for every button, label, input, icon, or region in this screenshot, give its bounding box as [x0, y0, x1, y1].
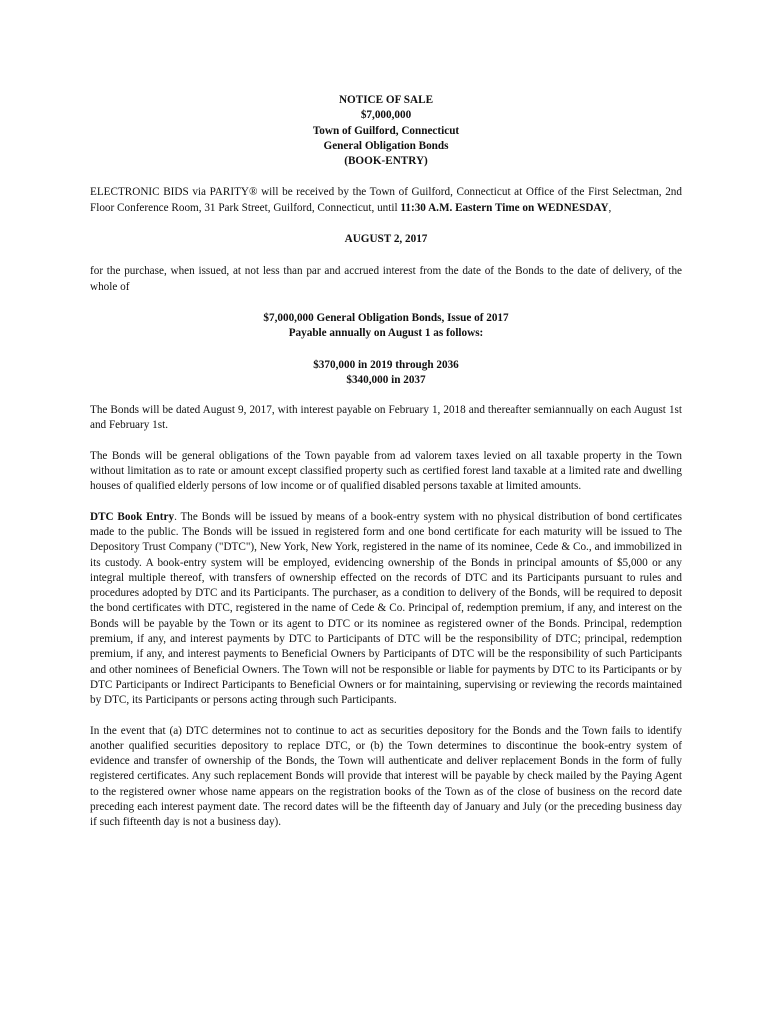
sale-date: AUGUST 2, 2017	[344, 233, 428, 246]
document-page	[90, 93, 682, 831]
intro-time: 11:30 A.M. Eastern Time on WEDNESDAY	[400, 201, 609, 214]
schedule-line: $340,000 in 2037	[346, 373, 426, 386]
purchase-paragraph: for the purchase, when issued, at not less than par and accrued interest from the date of the Bonds to the date of delivery, of the whole of	[90, 265, 682, 293]
dtc-paragraph	[90, 510, 682, 709]
dated-paragraph: The Bonds will be dated August 9, 2017, with interest payable on February 1, 2018 and thereafter semiannually on each August 1st and February 1st.	[90, 404, 682, 432]
dtc-text: . The Bonds will be issued by means of a book-entry system with no physical distribution of bond certificates made to the public. The Bonds will be issued in registered form and one bond certificate for each maturity will be issued to The Depository Trust Company ("DTC"), New York, New York, registered in the name of its nominee, Cede & Co., and immobilized in its custody. A book-entry system will be employed, evidencing ownership of the Bonds in principal amounts of $5,000 or any integral multiple thereof, with transfers of ownership effected on the records of DTC and its Participants pursuant to rules and procedures adopted by DTC and its Participants. The purchaser, as a condition to delivery of the Bonds, will be required to deposit the bond certificates with DTC, registered in the name of Cede & Co. Principal of, redemption premium, if any, and interest on the Bonds will be payable by the Town or its agent to DTC or its nominee as registered owner of the Bonds. Principal, redemption premium, if any, and interest payments by DTC to Participants of DTC will be the responsibility of DTC; principal, redemption premium, if any, and interest payments to Beneficial Owners by Participants of DTC will be the responsibility of such Participants and other nominees of Beneficial Owners. The Town will not be responsible or liable for payments by DTC to its Participants or by DTC Participants or Indirect Participants to Beneficial Owners or for maintaining, supervising or reviewing the records maintained by DTC, its Participants or persons acting through such Participants.	[90, 510, 682, 707]
heading-amount: $7,000,000	[360, 109, 412, 122]
schedule-line: $370,000 in 2019 through 2036	[313, 358, 459, 371]
intro-text: ELECTRONIC BIDS via PARITY® will be received by the Town of Guilford, Connecticut at Office of the First Selectman, 2nd Floor Conference Room, 31 Park Street, Guilford, Connecticut, until	[90, 186, 682, 214]
notice-heading	[90, 93, 682, 169]
issue-title: $7,000,000 General Obligation Bonds, Issue of 2017	[263, 311, 509, 324]
heading-issuer: Town of Guilford, Connecticut	[312, 124, 460, 137]
issue-heading	[90, 311, 682, 342]
heading-form: (BOOK-ENTRY)	[344, 155, 428, 168]
heading-bond-type: General Obligation Bonds	[323, 139, 449, 152]
intro-paragraph	[90, 185, 682, 216]
dtc-title: DTC Book Entry	[90, 510, 175, 523]
heading-title: NOTICE OF SALE	[338, 94, 434, 106]
issue-payment-terms: Payable annually on August 1 as follows:	[288, 327, 484, 340]
maturity-schedule	[90, 358, 682, 389]
obligation-paragraph: The Bonds will be general obligations of the Town payable from ad valorem taxes levied on all taxable property in the Town without limitation as to rate or amount except classified property such as certified forest land taxable at a limited rate and dwelling houses of qualified elderly persons of low income or of qualified disabled persons taxable at limited amounts.	[90, 449, 682, 493]
intro-text-end: ,	[608, 201, 612, 214]
event-paragraph: In the event that (a) DTC determines not to continue to act as securities depository for the Bonds and the Town fails to identify another qualified securities depository to replace DTC, or (b) the Town determines to discontinue the book-entry system of evidence and transfer of ownership of the Bonds, the Town will authenticate and deliver replacement Bonds in the form of fully registered certificates. Any such replacement Bonds will provide that interest will be payable by check mailed by the Paying Agent to the registered owner whose name appears on the registration books of the Town as of the close of business on the record date preceding each interest payment date. The record dates will be the fifteenth day of January and July (or the preceding business day if such fifteenth day is not a business day).	[90, 724, 682, 829]
